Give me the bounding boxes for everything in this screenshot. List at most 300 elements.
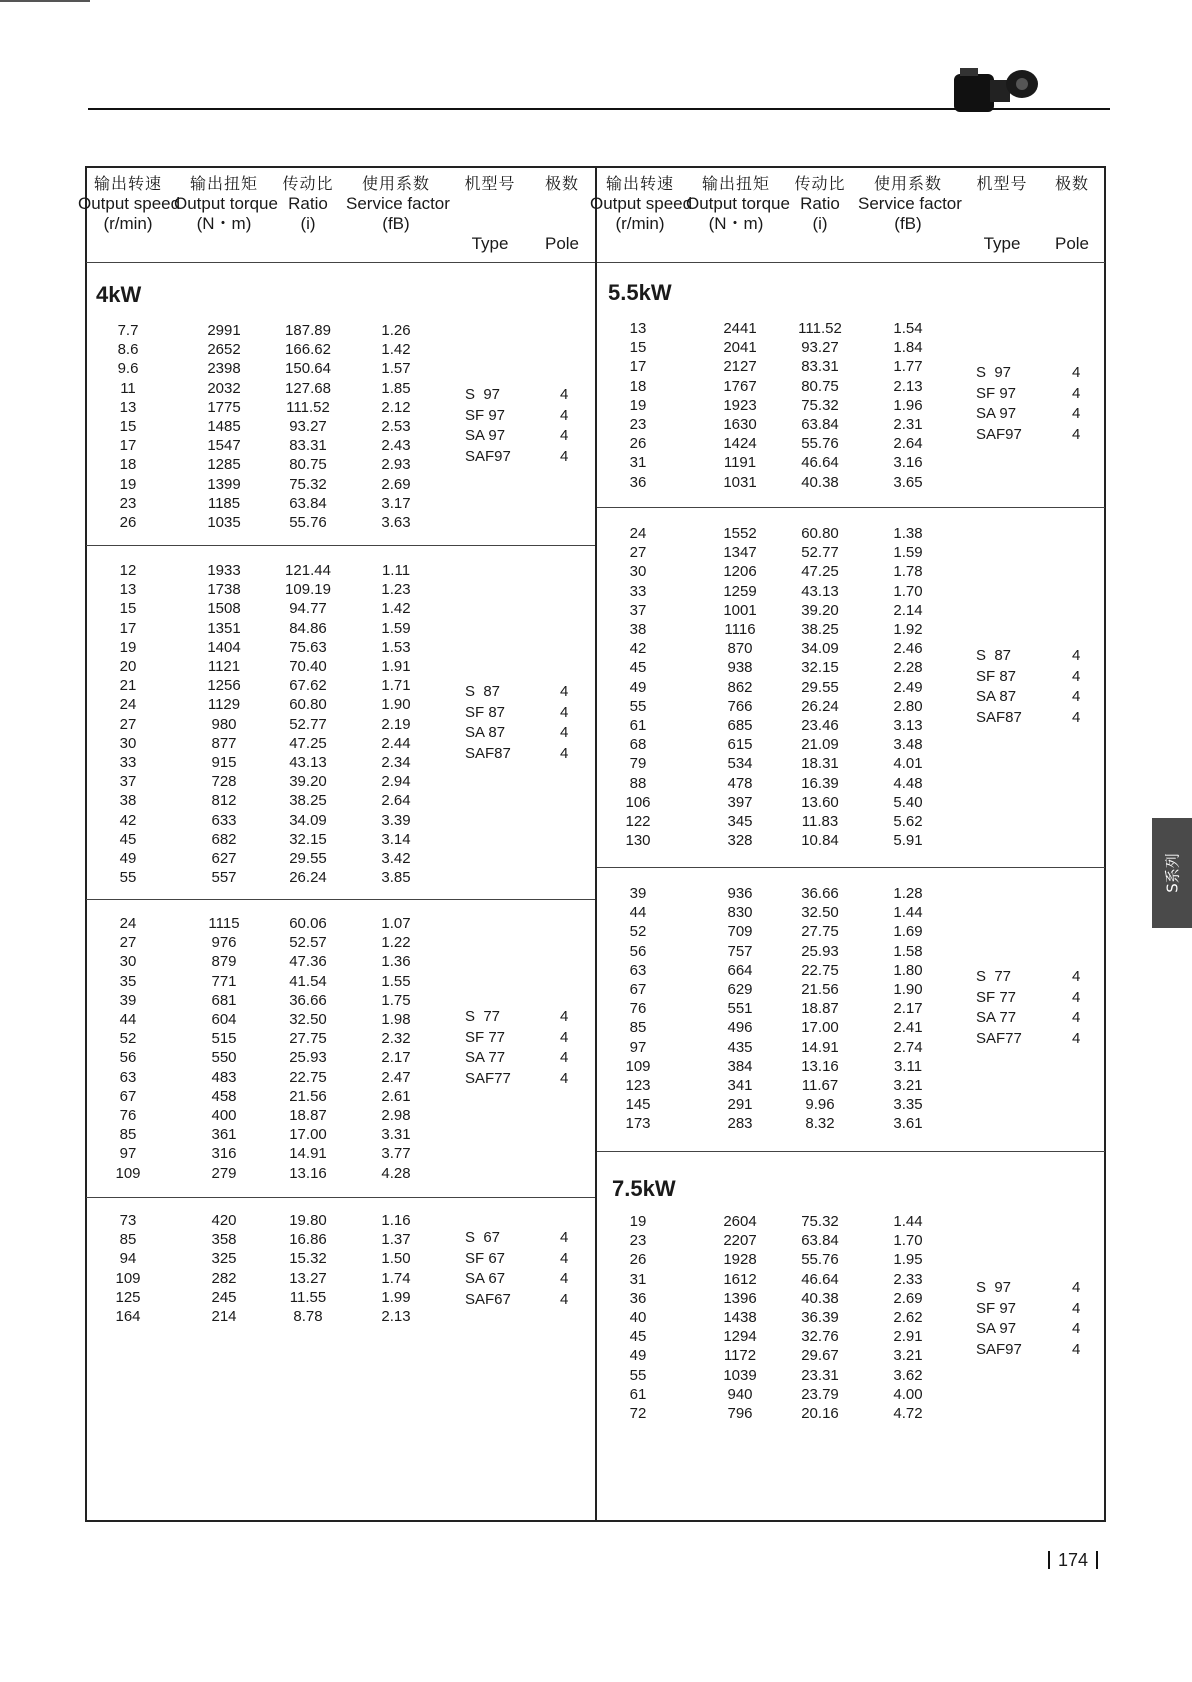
table-cell: 79 xyxy=(629,755,647,773)
table-cell: 1438 xyxy=(723,1309,757,1326)
table-cell: 766 xyxy=(727,697,753,715)
table-cell: 19 xyxy=(629,1213,647,1230)
table-cell: 1.26 xyxy=(381,322,411,339)
table-row xyxy=(0,1144,1192,1163)
table-cell: 3.62 xyxy=(893,1366,923,1384)
table-cell: 3.11 xyxy=(893,1057,923,1075)
table-row xyxy=(0,620,1192,639)
table-cell: 2.49 xyxy=(893,678,923,696)
table-cell: 45 xyxy=(119,830,137,848)
column-header-en: Ratio xyxy=(800,194,840,213)
table-cell: 47.25 xyxy=(801,563,839,581)
table-row xyxy=(0,849,1192,868)
column-header-en: Output speed xyxy=(78,194,181,213)
table-cell: 34.09 xyxy=(289,811,327,829)
table-cell: 97 xyxy=(119,1145,137,1163)
type-code: SAF97 xyxy=(976,425,1022,443)
column-header-zh: 传动比 xyxy=(282,174,334,193)
table-cell: 88 xyxy=(629,774,647,792)
type-code: S 97 xyxy=(465,386,501,403)
table-row xyxy=(0,942,1192,961)
table-cell: 27.75 xyxy=(289,1030,327,1048)
table-cell: 49 xyxy=(629,678,647,696)
table-cell: 8.6 xyxy=(117,341,139,359)
table-cell: 3.14 xyxy=(381,830,411,848)
column-header-unit: (fB) xyxy=(382,214,410,233)
table-cell: 2.69 xyxy=(893,1289,923,1307)
table-row xyxy=(0,453,1192,472)
pole-count: 4 xyxy=(1072,667,1081,685)
table-cell: 15 xyxy=(119,600,137,618)
column-header-unit: Pole xyxy=(1054,234,1090,253)
table-cell: 2441 xyxy=(723,320,757,337)
table-cell: 1.36 xyxy=(381,953,411,971)
table-cell: 1.77 xyxy=(893,358,923,376)
table-cell: 328 xyxy=(727,832,753,850)
table-cell: 681 xyxy=(211,991,237,1009)
column-header-en: Output torque xyxy=(686,194,790,213)
table-cell: 16.39 xyxy=(801,774,839,792)
table-cell: 936 xyxy=(727,885,753,902)
table-cell: 27.75 xyxy=(801,923,839,941)
table-row xyxy=(0,754,1192,773)
table-cell: 21 xyxy=(119,677,137,695)
table-cell: 11.67 xyxy=(801,1077,839,1094)
table-cell: 2.34 xyxy=(381,754,411,771)
table-cell: 166.62 xyxy=(285,341,331,359)
table-row xyxy=(0,1164,1192,1183)
column-header-unit: (N・m) xyxy=(196,214,252,233)
column-header-unit: (fB) xyxy=(894,214,922,233)
table-cell: 2.80 xyxy=(893,697,923,715)
table-cell: 47.36 xyxy=(289,953,327,971)
table-cell: 728 xyxy=(211,773,237,791)
type-code: S 67 xyxy=(465,1229,501,1246)
pole-count: 4 xyxy=(560,703,569,721)
table-cell: 4.72 xyxy=(893,1405,923,1422)
table-cell: 121.44 xyxy=(285,562,331,579)
table-cell: 17.00 xyxy=(289,1126,327,1144)
table-cell: 1.96 xyxy=(893,396,923,414)
table-row xyxy=(0,357,1192,376)
pole-count: 4 xyxy=(1072,1299,1081,1317)
table-cell: 68 xyxy=(629,736,647,754)
table-cell: 29.67 xyxy=(801,1347,839,1365)
pole-count: 4 xyxy=(560,1249,569,1267)
table-cell: 80.75 xyxy=(801,377,839,395)
pole-count: 4 xyxy=(560,1270,569,1287)
table-cell: 1612 xyxy=(723,1270,757,1288)
pole-count: 4 xyxy=(1072,1279,1081,1296)
table-cell: 534 xyxy=(727,755,753,773)
table-cell: 279 xyxy=(211,1164,237,1182)
column-header-unit: Pole xyxy=(544,234,580,253)
table-cell: 1.38 xyxy=(893,525,923,542)
table-cell: 2.93 xyxy=(381,456,411,474)
table-cell: 8.78 xyxy=(293,1308,323,1325)
table-row xyxy=(0,1404,1192,1423)
table-cell: 109 xyxy=(115,1164,141,1182)
table-cell: 1.59 xyxy=(381,619,411,637)
table-cell: 557 xyxy=(211,869,237,887)
table-cell: 870 xyxy=(727,640,753,658)
column-header-zh: 传动比 xyxy=(794,174,846,193)
table-cell: 18.87 xyxy=(289,1107,327,1124)
table-cell: 38.25 xyxy=(289,792,327,810)
table-cell: 1185 xyxy=(207,494,241,512)
table-cell: 19.80 xyxy=(289,1212,327,1229)
table-cell: 26 xyxy=(119,514,137,531)
type-code: SA 77 xyxy=(976,1009,1017,1026)
table-cell: 109.19 xyxy=(285,581,331,599)
table-cell: 11.55 xyxy=(289,1288,327,1306)
table-cell: 83.31 xyxy=(801,358,839,376)
table-row xyxy=(0,1076,1192,1095)
table-cell: 3.65 xyxy=(893,473,923,491)
column-header xyxy=(590,174,693,234)
table-cell: 26.24 xyxy=(801,697,839,715)
table-cell: 2.19 xyxy=(381,715,411,733)
table-cell: 633 xyxy=(211,811,237,829)
table-cell: 22.75 xyxy=(801,961,839,979)
table-cell: 40 xyxy=(629,1309,647,1326)
table-cell: 187.89 xyxy=(285,322,331,339)
table-cell: 55.76 xyxy=(289,514,327,531)
table-row xyxy=(0,793,1192,812)
column-header-en: Ratio xyxy=(288,194,328,213)
table-cell: 30 xyxy=(119,734,137,752)
table-cell: 478 xyxy=(727,774,753,792)
table-cell: 130 xyxy=(625,832,651,850)
column-header-unit: (r/min) xyxy=(103,214,153,233)
table-cell: 214 xyxy=(211,1308,237,1325)
table-cell: 2.32 xyxy=(381,1030,411,1048)
type-code: SF 97 xyxy=(976,384,1017,402)
table-cell: 2.69 xyxy=(381,475,411,493)
table-cell: 25.93 xyxy=(289,1049,327,1067)
table-cell: 1630 xyxy=(723,416,757,433)
table-cell: 35 xyxy=(119,972,137,990)
table-cell: 75.32 xyxy=(801,396,839,414)
pole-count: 4 xyxy=(1072,647,1081,664)
table-cell: 123 xyxy=(625,1077,651,1094)
table-cell: 458 xyxy=(211,1087,237,1105)
table-cell: 1.70 xyxy=(893,1232,923,1250)
table-cell: 3.21 xyxy=(893,1077,923,1094)
table-row xyxy=(0,319,1192,338)
table-cell: 52.57 xyxy=(289,934,327,952)
table-cell: 14.91 xyxy=(289,1145,327,1163)
table-cell: 1.42 xyxy=(381,341,411,359)
table-cell: 2.44 xyxy=(381,734,411,752)
table-cell: 2991 xyxy=(207,322,241,339)
table-cell: 3.61 xyxy=(893,1115,923,1133)
table-cell: 23 xyxy=(629,416,647,433)
table-cell: 2.17 xyxy=(893,1000,923,1018)
table-cell: 2.33 xyxy=(893,1270,923,1288)
table-cell: 37 xyxy=(119,773,137,791)
table-cell: 1172 xyxy=(723,1347,757,1365)
type-code: SF 67 xyxy=(465,1249,506,1267)
table-cell: 52 xyxy=(629,923,647,941)
table-cell: 2.91 xyxy=(893,1328,923,1346)
table-row xyxy=(0,543,1192,562)
type-code: SA 87 xyxy=(976,688,1017,705)
table-cell: 1.70 xyxy=(893,582,923,600)
table-cell: 664 xyxy=(727,961,753,979)
table-cell: 1116 xyxy=(724,621,756,638)
column-header-zh: 输出扭矩 xyxy=(189,174,258,193)
table-cell: 25.93 xyxy=(801,942,839,960)
table-cell: 2.31 xyxy=(893,416,923,433)
column-header xyxy=(858,174,962,234)
table-cell: 39 xyxy=(629,885,647,902)
table-cell: 1923 xyxy=(723,396,757,414)
table-cell: 40.38 xyxy=(801,1289,839,1307)
table-cell: 685 xyxy=(727,717,753,734)
table-cell: 39.20 xyxy=(801,601,839,619)
table-cell: 33 xyxy=(629,582,647,600)
column-header-zh: 输出扭矩 xyxy=(701,174,770,193)
table-row xyxy=(0,922,1192,941)
table-row xyxy=(0,524,1192,543)
table-cell: 97 xyxy=(629,1038,647,1056)
table-cell: 47.25 xyxy=(289,734,327,752)
table-cell: 33 xyxy=(119,754,137,771)
table-cell: 1259 xyxy=(723,582,757,600)
group-separator xyxy=(597,1151,1105,1152)
table-cell: 1.90 xyxy=(381,696,411,714)
table-cell: 3.35 xyxy=(893,1096,923,1114)
table-cell: 10.84 xyxy=(801,832,839,850)
table-cell: 1404 xyxy=(207,638,241,656)
table-cell: 3.63 xyxy=(381,514,411,531)
table-cell: 1399 xyxy=(207,475,241,493)
table-cell: 830 xyxy=(727,904,753,922)
table-cell: 1.44 xyxy=(893,904,923,922)
table-cell: 43.13 xyxy=(289,754,327,771)
table-cell: 1.37 xyxy=(381,1231,411,1249)
table-row xyxy=(0,1250,1192,1269)
table-cell: 245 xyxy=(211,1288,237,1306)
table-cell: 5.91 xyxy=(893,832,923,850)
table-cell: 63 xyxy=(119,1068,137,1086)
table-cell: 2652 xyxy=(207,341,241,359)
table-cell: 1.78 xyxy=(893,563,923,581)
table-cell: 36 xyxy=(629,473,647,491)
column-header-en: Output speed xyxy=(590,194,693,213)
column-header-en xyxy=(1022,194,1122,234)
table-cell: 55.76 xyxy=(801,1251,839,1269)
pole-count: 4 xyxy=(1072,364,1081,381)
table-cell: 17 xyxy=(119,619,137,637)
series-tab xyxy=(1152,818,1192,928)
table-cell: 36 xyxy=(629,1289,647,1307)
table-cell: 42 xyxy=(119,811,137,829)
table-cell: 67 xyxy=(629,981,647,998)
table-cell: 85 xyxy=(119,1126,137,1144)
table-cell: 1.92 xyxy=(893,621,923,638)
table-cell: 1.74 xyxy=(381,1269,411,1287)
table-cell: 24 xyxy=(629,525,647,542)
table-cell: 76 xyxy=(119,1107,137,1124)
table-row xyxy=(0,961,1192,980)
table-cell: 26 xyxy=(629,435,647,453)
table-cell: 41.54 xyxy=(289,972,327,990)
pole-count: 4 xyxy=(560,427,569,444)
table-cell: 122 xyxy=(625,813,651,830)
table-cell: 2.13 xyxy=(381,1308,411,1325)
column-header-zh: 极数 xyxy=(1054,174,1089,193)
table-cell: 18 xyxy=(629,377,647,395)
table-row xyxy=(0,562,1192,581)
table-cell: 20 xyxy=(119,658,137,675)
table-cell: 316 xyxy=(211,1145,237,1163)
type-code: SF 77 xyxy=(976,988,1017,1006)
table-cell: 550 xyxy=(211,1049,237,1067)
pole-count: 4 xyxy=(560,1229,569,1246)
pole-count: 4 xyxy=(560,1049,569,1066)
type-code: SF 87 xyxy=(465,703,506,721)
table-cell: 13 xyxy=(119,581,137,599)
table-cell: 22.75 xyxy=(289,1068,327,1086)
table-cell: 4.28 xyxy=(381,1164,411,1182)
table-cell: 45 xyxy=(629,1328,647,1346)
table-cell: 1547 xyxy=(207,437,241,455)
table-row xyxy=(0,735,1192,754)
table-cell: 8.32 xyxy=(805,1115,835,1133)
table-cell: 1.50 xyxy=(381,1250,411,1268)
table-cell: 980 xyxy=(211,715,237,733)
table-cell: 4.00 xyxy=(893,1385,923,1403)
table-cell: 17 xyxy=(119,437,137,455)
table-cell: 85 xyxy=(119,1231,137,1249)
table-row xyxy=(0,831,1192,850)
type-code: SF 97 xyxy=(465,406,506,424)
table-cell: 21.09 xyxy=(801,736,839,754)
table-cell: 940 xyxy=(727,1385,753,1403)
table-cell: 23.31 xyxy=(801,1366,839,1384)
table-cell: 55 xyxy=(119,869,137,887)
table-cell: 63.84 xyxy=(289,494,327,512)
table-cell: 15 xyxy=(119,418,137,435)
table-cell: 1351 xyxy=(207,619,241,637)
column-header-en: Output torque xyxy=(174,194,278,213)
table-cell: 72 xyxy=(629,1405,647,1422)
column-header-zh: 机型号 xyxy=(976,174,1028,193)
table-cell: 42 xyxy=(629,640,647,658)
table-cell: 1928 xyxy=(723,1251,757,1269)
type-code: S 77 xyxy=(465,1008,501,1025)
table-row xyxy=(0,1366,1192,1385)
table-cell: 5.40 xyxy=(893,793,923,811)
table-row xyxy=(0,774,1192,793)
table-cell: 1256 xyxy=(207,677,241,695)
column-header-en: Service factor xyxy=(858,194,962,213)
table-cell: 36.66 xyxy=(801,885,839,902)
table-cell: 2041 xyxy=(723,339,757,357)
table-cell: 13.60 xyxy=(801,793,839,811)
table-cell: 32.50 xyxy=(289,1011,327,1028)
type-code: SA 97 xyxy=(976,1320,1017,1337)
series-tab-label: S系列 xyxy=(1163,853,1182,893)
column-header-zh: 输出转速 xyxy=(93,174,162,193)
pole-count: 4 xyxy=(560,1069,569,1087)
table-cell: 93.27 xyxy=(289,418,327,435)
table-cell: 397 xyxy=(727,793,753,811)
table-cell: 19 xyxy=(119,475,137,493)
type-code: SAF77 xyxy=(976,1029,1022,1047)
table-cell: 29.55 xyxy=(289,850,327,867)
table-cell: 2.98 xyxy=(381,1107,411,1124)
table-cell: 1485 xyxy=(207,418,241,435)
table-cell: 60.80 xyxy=(289,696,327,714)
pole-count: 4 xyxy=(1072,1320,1081,1337)
table-cell: 15.32 xyxy=(289,1250,327,1268)
table-cell: 3.42 xyxy=(381,850,411,867)
table-cell: 496 xyxy=(727,1019,753,1037)
table-cell: 3.13 xyxy=(893,717,923,734)
table-cell: 877 xyxy=(211,734,237,752)
type-code: SF 87 xyxy=(976,667,1017,685)
table-cell: 1115 xyxy=(208,915,240,932)
table-cell: 1.07 xyxy=(381,915,411,932)
table-cell: 18 xyxy=(119,456,137,474)
table-cell: 30 xyxy=(119,953,137,971)
table-cell: 85 xyxy=(629,1019,647,1037)
type-code: SAF87 xyxy=(465,744,511,762)
table-cell: 73 xyxy=(119,1212,137,1229)
table-cell: 2.64 xyxy=(381,792,411,810)
table-cell: 40.38 xyxy=(801,473,839,491)
table-cell: 2.47 xyxy=(381,1068,411,1086)
type-code: SA 67 xyxy=(465,1270,506,1287)
table-cell: 283 xyxy=(727,1115,753,1133)
type-code: SAF87 xyxy=(976,708,1022,726)
table-cell: 915 xyxy=(211,754,237,771)
table-cell: 39.20 xyxy=(289,773,327,791)
table-cell: 812 xyxy=(211,792,237,810)
table-cell: 18.87 xyxy=(801,1000,839,1018)
table-cell: 49 xyxy=(629,1347,647,1365)
header-rule xyxy=(597,262,1105,263)
type-code: S 97 xyxy=(976,1279,1012,1296)
table-cell: 2.62 xyxy=(893,1309,923,1326)
table-cell: 109 xyxy=(115,1269,141,1287)
column-header-zh: 极数 xyxy=(544,174,579,193)
type-code: S 77 xyxy=(976,968,1012,985)
table-cell: 52.77 xyxy=(289,715,327,733)
column-header-unit: Type xyxy=(983,234,1021,253)
table-cell: 1206 xyxy=(723,563,757,581)
table-cell: 34.09 xyxy=(801,640,839,658)
pole-count: 4 xyxy=(560,386,569,403)
table-cell: 1.16 xyxy=(381,1212,411,1229)
table-cell: 75.32 xyxy=(289,475,327,493)
table-cell: 13 xyxy=(629,320,647,337)
table-cell: 27 xyxy=(119,715,137,733)
table-cell: 7.7 xyxy=(117,322,139,339)
table-cell: 1775 xyxy=(207,398,241,416)
table-cell: 32.15 xyxy=(289,830,327,848)
pole-count: 4 xyxy=(1072,1340,1081,1358)
table-cell: 2.41 xyxy=(893,1019,923,1037)
table-cell: 29.55 xyxy=(801,678,839,696)
column-header-zh: 输出转速 xyxy=(605,174,674,193)
table-cell: 1347 xyxy=(723,544,757,562)
table-cell: 1039 xyxy=(723,1366,757,1384)
table-row xyxy=(0,1212,1192,1231)
